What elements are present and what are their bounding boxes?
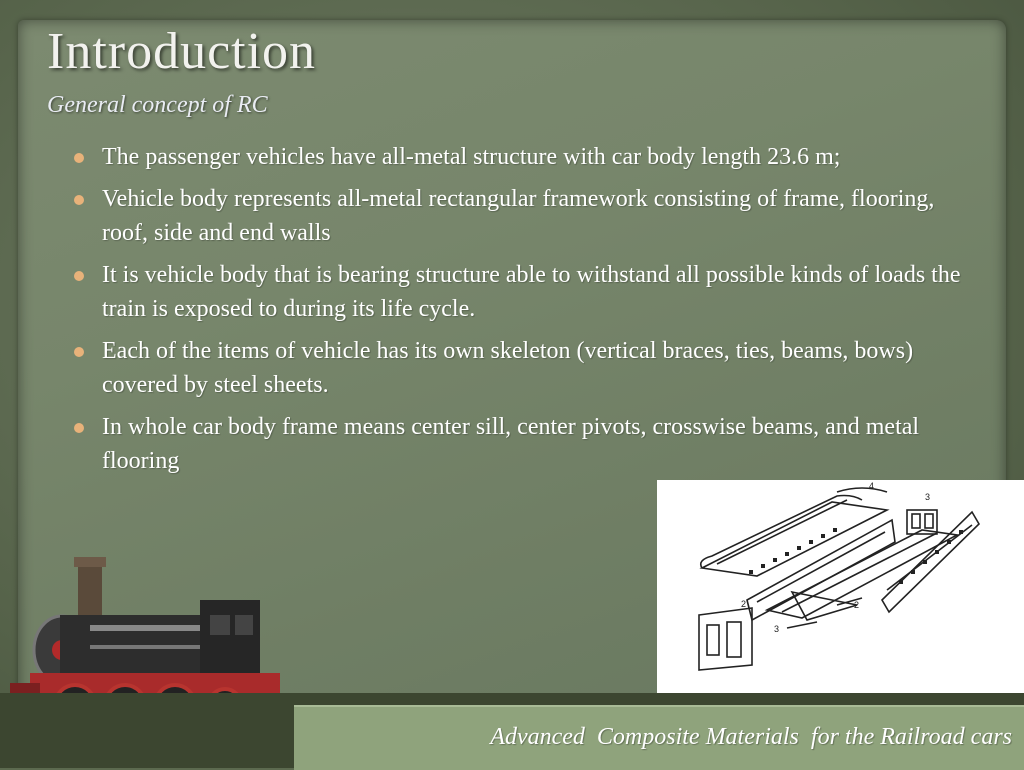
bullet-dot bbox=[74, 347, 84, 357]
bullet-item bbox=[74, 334, 974, 402]
footer-bar bbox=[294, 705, 1024, 770]
diagram-label: 3 bbox=[925, 492, 931, 502]
bullet-text: Vehicle body represents all-metal rectangular framework consisting of frame, flooring, roof, side and end walls bbox=[102, 186, 935, 246]
diagram-label: 2 bbox=[741, 599, 747, 609]
slide-subtitle: General concept of RC bbox=[47, 92, 268, 118]
bullet-item bbox=[74, 182, 974, 250]
bullet-text: Each of the items of vehicle has its own skeleton (vertical braces, ties, beams, bows) covered by steel sheets. bbox=[102, 338, 914, 398]
diagram-label: 3 bbox=[774, 624, 780, 634]
bullet-dot bbox=[74, 153, 84, 163]
bullet-text: In whole car body frame means center sill, center pivots, crosswise beams, and metal flooring bbox=[102, 414, 920, 474]
bullet-text: It is vehicle body that is bearing structure able to withstand all possible kinds of loads the train is exposed to during its life cycle. bbox=[102, 262, 961, 322]
bullet-item bbox=[74, 140, 974, 174]
bullet-dot bbox=[74, 423, 84, 433]
slide-title: Introduction bbox=[47, 23, 317, 80]
bullet-item bbox=[74, 258, 974, 326]
bullet-item bbox=[74, 410, 974, 478]
bullet-dot bbox=[74, 271, 84, 281]
bullet-list bbox=[74, 140, 974, 486]
car-body-diagram bbox=[657, 480, 1024, 693]
footer-text: Advanced Composite Materials for the Railroad cars bbox=[490, 724, 1012, 750]
car-body-exploded-drawing bbox=[657, 480, 1024, 693]
bullet-dot bbox=[74, 195, 84, 205]
bullet-text: The passenger vehicles have all-metal structure with car body length 23.6 m; bbox=[102, 144, 841, 170]
diagram-label: 2 bbox=[854, 600, 860, 610]
diagram-label: 4 bbox=[869, 481, 875, 491]
